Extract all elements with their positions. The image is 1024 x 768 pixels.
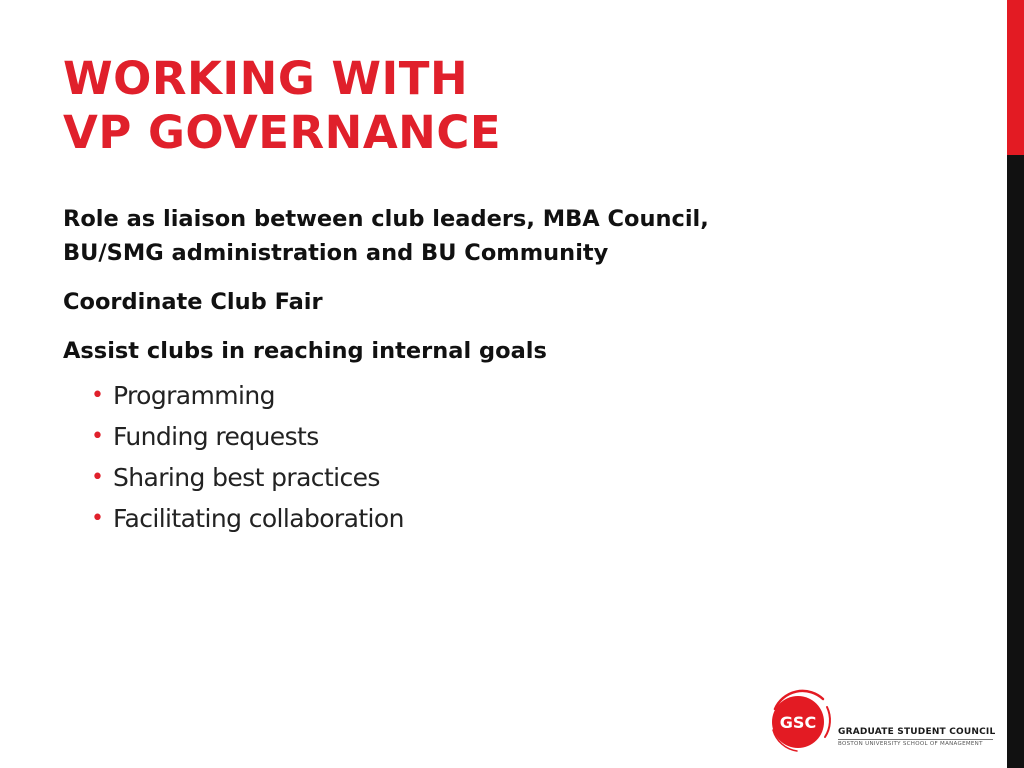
sub-bullet-item	[63, 498, 963, 539]
logo-text	[838, 727, 995, 747]
gsc-badge-icon	[767, 685, 837, 755]
point-line: Assist clubs in reaching internal goals	[63, 338, 547, 364]
point-internal-goals	[63, 334, 963, 368]
gsc-badge-text: GSC	[779, 713, 817, 732]
slide-title-line-2: VP GOVERNANCE	[63, 106, 502, 159]
sub-bullet-item	[63, 375, 963, 416]
bullet-icon: •	[91, 383, 104, 408]
logo-divider	[838, 739, 993, 740]
sub-bullet-text: Funding requests	[113, 422, 319, 451]
point-club-fair	[63, 285, 963, 319]
bullet-icon: •	[91, 506, 104, 531]
point-line: Coordinate Club Fair	[63, 289, 323, 315]
logo-name: GRADUATE STUDENT COUNCIL	[838, 727, 996, 737]
slide-title	[63, 52, 963, 160]
gsc-logo	[767, 685, 997, 755]
side-accent-bar-black	[1007, 155, 1024, 768]
sub-bullet-item	[63, 416, 963, 457]
slide-title-line-1: WORKING WITH	[63, 52, 469, 105]
bullet-icon: •	[91, 465, 104, 490]
point-line: BU/SMG administration and BU Community	[63, 240, 609, 266]
sub-bullet-text: Facilitating collaboration	[113, 504, 404, 533]
slide-content	[63, 202, 963, 539]
point-line: Role as liaison between club leaders, MBA Council,	[63, 206, 709, 232]
side-accent-bar-red	[1007, 0, 1024, 155]
bullet-icon: •	[91, 424, 104, 449]
sub-bullet-text: Programming	[113, 381, 275, 410]
sub-bullet-item	[63, 457, 963, 498]
sub-bullet-text: Sharing best practices	[113, 463, 380, 492]
logo-subtitle: BOSTON UNIVERSITY SCHOOL OF MANAGEMENT	[838, 741, 983, 747]
sub-bullet-list	[63, 375, 963, 539]
point-liaison	[63, 202, 963, 270]
